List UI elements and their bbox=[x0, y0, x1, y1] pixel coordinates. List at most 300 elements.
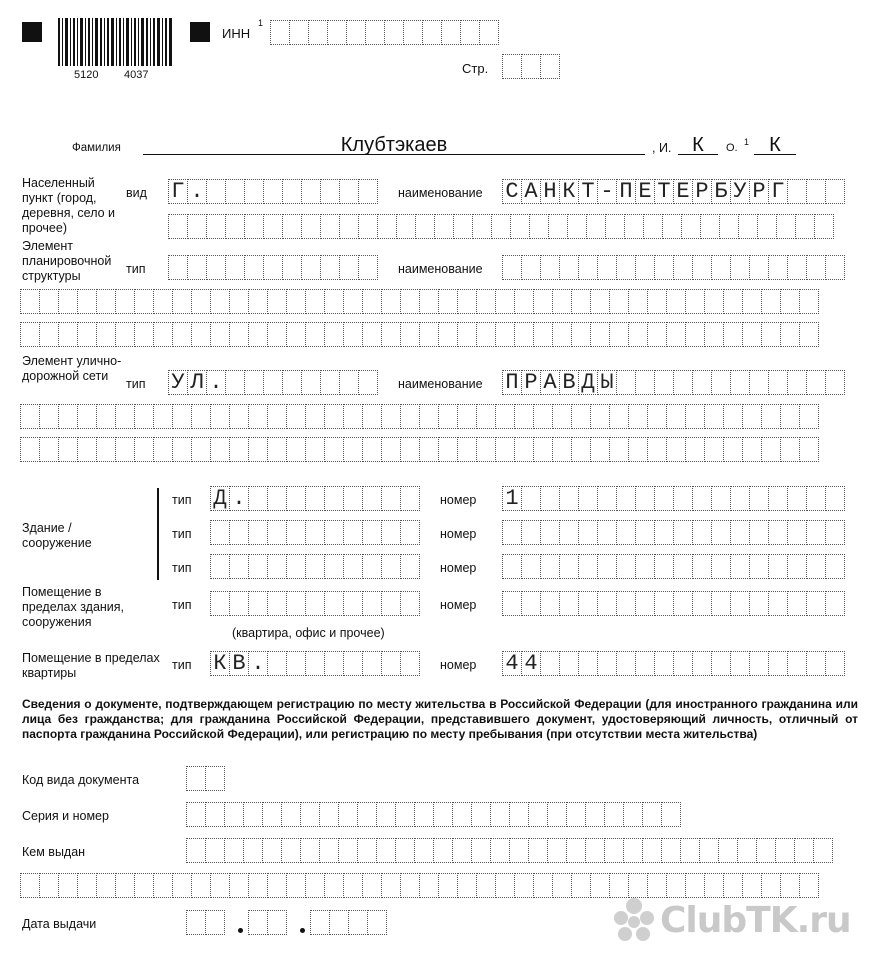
char-cell[interactable] bbox=[438, 437, 458, 462]
char-cell[interactable] bbox=[457, 289, 477, 314]
char-cell[interactable] bbox=[597, 520, 617, 545]
char-cell[interactable]: Т bbox=[578, 179, 598, 204]
char-cell[interactable]: Г bbox=[168, 179, 188, 204]
char-cell[interactable]: 4 bbox=[521, 651, 541, 676]
char-cell[interactable] bbox=[210, 520, 230, 545]
char-cell[interactable] bbox=[305, 404, 325, 429]
char-cell[interactable] bbox=[597, 651, 617, 676]
char-cell[interactable] bbox=[400, 520, 420, 545]
char-cell[interactable] bbox=[305, 486, 325, 511]
char-cell[interactable] bbox=[96, 873, 116, 898]
char-cell[interactable] bbox=[597, 591, 617, 616]
char-cell[interactable] bbox=[191, 437, 211, 462]
char-cell[interactable] bbox=[647, 404, 667, 429]
char-cell[interactable] bbox=[244, 214, 264, 239]
char-cell[interactable] bbox=[338, 802, 358, 827]
char-cell[interactable] bbox=[248, 591, 268, 616]
char-cell[interactable] bbox=[806, 591, 826, 616]
char-cell[interactable] bbox=[533, 322, 553, 347]
char-cell[interactable] bbox=[476, 873, 496, 898]
char-cell[interactable] bbox=[39, 404, 59, 429]
char-cell[interactable] bbox=[301, 255, 321, 280]
char-cell[interactable] bbox=[324, 873, 344, 898]
char-cell[interactable]: С bbox=[502, 179, 522, 204]
char-cell[interactable] bbox=[414, 838, 434, 863]
char-cell[interactable] bbox=[768, 255, 788, 280]
char-cell[interactable] bbox=[490, 838, 510, 863]
char-cell[interactable] bbox=[616, 651, 636, 676]
char-cell[interactable] bbox=[400, 873, 420, 898]
char-cell[interactable] bbox=[172, 289, 192, 314]
char-cell[interactable] bbox=[96, 289, 116, 314]
planning-row2-cells[interactable] bbox=[20, 289, 818, 314]
char-cell[interactable] bbox=[286, 404, 306, 429]
char-cell[interactable] bbox=[787, 554, 807, 579]
apartment-type-cells[interactable] bbox=[210, 651, 419, 676]
char-cell[interactable] bbox=[396, 214, 416, 239]
char-cell[interactable] bbox=[585, 838, 605, 863]
char-cell[interactable] bbox=[115, 437, 135, 462]
char-cell[interactable] bbox=[609, 404, 629, 429]
char-cell[interactable] bbox=[540, 255, 560, 280]
char-cell[interactable] bbox=[692, 255, 712, 280]
char-cell[interactable] bbox=[324, 591, 344, 616]
char-cell[interactable] bbox=[495, 873, 515, 898]
char-cell[interactable] bbox=[711, 520, 731, 545]
char-cell[interactable] bbox=[457, 873, 477, 898]
char-cell[interactable] bbox=[191, 322, 211, 347]
char-cell[interactable] bbox=[794, 838, 814, 863]
building-number-cells-2[interactable] bbox=[502, 520, 844, 545]
char-cell[interactable] bbox=[324, 322, 344, 347]
char-cell[interactable]: 1 bbox=[502, 486, 522, 511]
char-cell[interactable] bbox=[324, 651, 344, 676]
char-cell[interactable] bbox=[749, 370, 769, 395]
char-cell[interactable] bbox=[362, 404, 382, 429]
char-cell[interactable] bbox=[749, 651, 769, 676]
char-cell[interactable] bbox=[153, 404, 173, 429]
char-cell[interactable] bbox=[381, 591, 401, 616]
char-cell[interactable] bbox=[267, 910, 287, 935]
char-cell[interactable] bbox=[305, 591, 325, 616]
char-cell[interactable] bbox=[604, 838, 624, 863]
char-cell[interactable] bbox=[590, 404, 610, 429]
char-cell[interactable] bbox=[540, 651, 560, 676]
char-cell[interactable] bbox=[700, 214, 720, 239]
char-cell[interactable] bbox=[58, 289, 78, 314]
char-cell[interactable] bbox=[628, 873, 648, 898]
char-cell[interactable] bbox=[604, 802, 624, 827]
char-cell[interactable] bbox=[457, 322, 477, 347]
doc-date-day-cells[interactable] bbox=[186, 910, 224, 935]
char-cell[interactable] bbox=[787, 255, 807, 280]
char-cell[interactable] bbox=[343, 289, 363, 314]
char-cell[interactable] bbox=[134, 404, 154, 429]
char-cell[interactable] bbox=[509, 802, 529, 827]
char-cell[interactable] bbox=[224, 802, 244, 827]
char-cell[interactable] bbox=[267, 873, 287, 898]
char-cell[interactable] bbox=[528, 838, 548, 863]
char-cell[interactable] bbox=[305, 554, 325, 579]
char-cell[interactable] bbox=[267, 554, 287, 579]
char-cell[interactable] bbox=[305, 322, 325, 347]
char-cell[interactable] bbox=[248, 289, 268, 314]
char-cell[interactable] bbox=[616, 370, 636, 395]
char-cell[interactable] bbox=[654, 651, 674, 676]
char-cell[interactable] bbox=[806, 370, 826, 395]
char-cell[interactable] bbox=[472, 214, 492, 239]
char-cell[interactable] bbox=[692, 486, 712, 511]
char-cell[interactable] bbox=[339, 179, 359, 204]
char-cell[interactable] bbox=[761, 404, 781, 429]
char-cell[interactable] bbox=[286, 554, 306, 579]
char-cell[interactable] bbox=[39, 437, 59, 462]
street-name-cells[interactable] bbox=[502, 370, 844, 395]
char-cell[interactable] bbox=[680, 838, 700, 863]
char-cell[interactable] bbox=[305, 289, 325, 314]
char-cell[interactable] bbox=[730, 651, 750, 676]
char-cell[interactable] bbox=[787, 179, 807, 204]
char-cell[interactable] bbox=[210, 873, 230, 898]
char-cell[interactable] bbox=[343, 437, 363, 462]
char-cell[interactable] bbox=[362, 554, 382, 579]
char-cell[interactable] bbox=[749, 486, 769, 511]
char-cell[interactable] bbox=[348, 910, 368, 935]
char-cell[interactable] bbox=[471, 802, 491, 827]
char-cell[interactable] bbox=[452, 838, 472, 863]
char-cell[interactable] bbox=[77, 322, 97, 347]
char-cell[interactable] bbox=[609, 322, 629, 347]
char-cell[interactable] bbox=[578, 486, 598, 511]
char-cell[interactable] bbox=[730, 591, 750, 616]
char-cell[interactable] bbox=[616, 486, 636, 511]
char-cell[interactable] bbox=[381, 322, 401, 347]
char-cell[interactable] bbox=[825, 179, 845, 204]
char-cell[interactable] bbox=[205, 766, 225, 791]
char-cell[interactable] bbox=[248, 520, 268, 545]
char-cell[interactable] bbox=[286, 486, 306, 511]
char-cell[interactable] bbox=[282, 179, 302, 204]
building-type-cells-2[interactable] bbox=[210, 520, 419, 545]
char-cell[interactable] bbox=[452, 802, 472, 827]
char-cell[interactable] bbox=[654, 554, 674, 579]
planning-row3-cells[interactable] bbox=[20, 322, 818, 347]
settlement-row2-cells[interactable] bbox=[168, 214, 833, 239]
char-cell[interactable] bbox=[521, 554, 541, 579]
char-cell[interactable] bbox=[799, 289, 819, 314]
char-cell[interactable] bbox=[521, 255, 541, 280]
char-cell[interactable]: . bbox=[206, 370, 226, 395]
char-cell[interactable] bbox=[540, 520, 560, 545]
char-cell[interactable] bbox=[723, 289, 743, 314]
char-cell[interactable] bbox=[509, 838, 529, 863]
char-cell[interactable] bbox=[578, 591, 598, 616]
char-cell[interactable] bbox=[711, 651, 731, 676]
char-cell[interactable] bbox=[305, 520, 325, 545]
char-cell[interactable] bbox=[711, 486, 731, 511]
char-cell[interactable] bbox=[263, 179, 283, 204]
char-cell[interactable] bbox=[685, 289, 705, 314]
building-type-cells-3[interactable] bbox=[210, 554, 419, 579]
char-cell[interactable] bbox=[730, 520, 750, 545]
char-cell[interactable] bbox=[282, 370, 302, 395]
char-cell[interactable] bbox=[305, 651, 325, 676]
char-cell[interactable]: Л bbox=[187, 370, 207, 395]
char-cell[interactable] bbox=[358, 370, 378, 395]
char-cell[interactable] bbox=[134, 322, 154, 347]
char-cell[interactable] bbox=[362, 289, 382, 314]
char-cell[interactable] bbox=[566, 802, 586, 827]
char-cell[interactable] bbox=[400, 289, 420, 314]
char-cell[interactable] bbox=[533, 437, 553, 462]
char-cell[interactable] bbox=[168, 214, 188, 239]
char-cell[interactable] bbox=[286, 289, 306, 314]
char-cell[interactable] bbox=[490, 802, 510, 827]
char-cell[interactable] bbox=[286, 437, 306, 462]
char-cell[interactable] bbox=[362, 486, 382, 511]
char-cell[interactable] bbox=[225, 370, 245, 395]
char-cell[interactable] bbox=[419, 404, 439, 429]
char-cell[interactable]: Н bbox=[540, 179, 560, 204]
char-cell[interactable] bbox=[343, 873, 363, 898]
char-cell[interactable] bbox=[692, 370, 712, 395]
char-cell[interactable] bbox=[605, 214, 625, 239]
char-cell[interactable] bbox=[248, 486, 268, 511]
char-cell[interactable] bbox=[343, 322, 363, 347]
char-cell[interactable] bbox=[186, 910, 206, 935]
char-cell[interactable] bbox=[267, 404, 287, 429]
char-cell[interactable] bbox=[578, 554, 598, 579]
char-cell[interactable]: У bbox=[168, 370, 188, 395]
char-cell[interactable] bbox=[704, 437, 724, 462]
char-cell[interactable] bbox=[540, 591, 560, 616]
char-cell[interactable] bbox=[654, 486, 674, 511]
char-cell[interactable] bbox=[635, 486, 655, 511]
char-cell[interactable] bbox=[559, 486, 579, 511]
char-cell[interactable] bbox=[172, 404, 192, 429]
initial-o-value[interactable]: К bbox=[769, 134, 781, 156]
char-cell[interactable] bbox=[704, 404, 724, 429]
char-cell[interactable] bbox=[514, 322, 534, 347]
char-cell[interactable] bbox=[267, 486, 287, 511]
char-cell[interactable] bbox=[300, 802, 320, 827]
char-cell[interactable] bbox=[267, 520, 287, 545]
char-cell[interactable] bbox=[248, 437, 268, 462]
char-cell[interactable]: Г bbox=[768, 179, 788, 204]
char-cell[interactable] bbox=[320, 179, 340, 204]
char-cell[interactable] bbox=[381, 404, 401, 429]
char-cell[interactable] bbox=[191, 873, 211, 898]
char-cell[interactable] bbox=[20, 322, 40, 347]
char-cell[interactable] bbox=[673, 255, 693, 280]
char-cell[interactable] bbox=[635, 554, 655, 579]
char-cell[interactable] bbox=[502, 554, 522, 579]
char-cell[interactable] bbox=[96, 404, 116, 429]
char-cell[interactable] bbox=[787, 520, 807, 545]
char-cell[interactable] bbox=[502, 255, 522, 280]
char-cell[interactable] bbox=[362, 873, 382, 898]
char-cell[interactable] bbox=[186, 838, 206, 863]
char-cell[interactable] bbox=[438, 404, 458, 429]
char-cell[interactable] bbox=[244, 179, 264, 204]
char-cell[interactable] bbox=[225, 255, 245, 280]
char-cell[interactable] bbox=[685, 322, 705, 347]
char-cell[interactable] bbox=[749, 255, 769, 280]
char-cell[interactable] bbox=[780, 322, 800, 347]
char-cell[interactable] bbox=[229, 404, 249, 429]
char-cell[interactable] bbox=[540, 554, 560, 579]
char-cell[interactable] bbox=[58, 437, 78, 462]
char-cell[interactable] bbox=[749, 554, 769, 579]
page-cells[interactable] bbox=[502, 54, 559, 79]
char-cell[interactable] bbox=[768, 486, 788, 511]
char-cell[interactable] bbox=[491, 214, 511, 239]
char-cell[interactable] bbox=[711, 370, 731, 395]
char-cell[interactable] bbox=[590, 289, 610, 314]
char-cell[interactable] bbox=[647, 873, 667, 898]
char-cell[interactable] bbox=[692, 651, 712, 676]
char-cell[interactable] bbox=[540, 486, 560, 511]
char-cell[interactable] bbox=[320, 370, 340, 395]
char-cell[interactable]: Т bbox=[654, 179, 674, 204]
char-cell[interactable] bbox=[433, 802, 453, 827]
char-cell[interactable] bbox=[438, 322, 458, 347]
char-cell[interactable] bbox=[186, 802, 206, 827]
char-cell[interactable] bbox=[533, 404, 553, 429]
char-cell[interactable] bbox=[742, 322, 762, 347]
char-cell[interactable]: . bbox=[187, 179, 207, 204]
char-cell[interactable] bbox=[210, 289, 230, 314]
char-cell[interactable] bbox=[381, 486, 401, 511]
char-cell[interactable] bbox=[609, 289, 629, 314]
char-cell[interactable] bbox=[642, 838, 662, 863]
char-cell[interactable] bbox=[400, 651, 420, 676]
char-cell[interactable] bbox=[438, 289, 458, 314]
char-cell[interactable] bbox=[115, 404, 135, 429]
char-cell[interactable] bbox=[730, 486, 750, 511]
char-cell[interactable] bbox=[134, 873, 154, 898]
char-cell[interactable] bbox=[453, 214, 473, 239]
char-cell[interactable] bbox=[749, 591, 769, 616]
char-cell[interactable] bbox=[571, 873, 591, 898]
char-cell[interactable] bbox=[547, 838, 567, 863]
char-cell[interactable] bbox=[286, 651, 306, 676]
char-cell[interactable] bbox=[310, 910, 330, 935]
char-cell[interactable] bbox=[206, 255, 226, 280]
char-cell[interactable] bbox=[243, 838, 263, 863]
char-cell[interactable] bbox=[711, 255, 731, 280]
char-cell[interactable] bbox=[673, 520, 693, 545]
char-cell[interactable] bbox=[229, 554, 249, 579]
char-cell[interactable] bbox=[282, 214, 302, 239]
char-cell[interactable] bbox=[723, 437, 743, 462]
char-cell[interactable] bbox=[286, 873, 306, 898]
char-cell[interactable] bbox=[267, 591, 287, 616]
char-cell[interactable]: Р bbox=[692, 179, 712, 204]
char-cell[interactable] bbox=[552, 322, 572, 347]
char-cell[interactable]: Р bbox=[749, 179, 769, 204]
char-cell[interactable] bbox=[286, 591, 306, 616]
char-cell[interactable] bbox=[210, 554, 230, 579]
char-cell[interactable] bbox=[229, 289, 249, 314]
char-cell[interactable] bbox=[186, 766, 206, 791]
char-cell[interactable] bbox=[654, 591, 674, 616]
char-cell[interactable] bbox=[324, 486, 344, 511]
street-row2-cells[interactable] bbox=[20, 404, 818, 429]
char-cell[interactable] bbox=[229, 873, 249, 898]
char-cell[interactable] bbox=[191, 289, 211, 314]
char-cell[interactable] bbox=[521, 486, 541, 511]
char-cell[interactable] bbox=[624, 214, 644, 239]
char-cell[interactable] bbox=[692, 554, 712, 579]
char-cell[interactable] bbox=[559, 651, 579, 676]
char-cell[interactable] bbox=[286, 520, 306, 545]
char-cell[interactable] bbox=[248, 873, 268, 898]
char-cell[interactable] bbox=[730, 370, 750, 395]
char-cell[interactable] bbox=[305, 437, 325, 462]
char-cell[interactable] bbox=[248, 554, 268, 579]
char-cell[interactable] bbox=[343, 520, 363, 545]
char-cell[interactable] bbox=[654, 520, 674, 545]
char-cell[interactable] bbox=[319, 838, 339, 863]
char-cell[interactable] bbox=[244, 255, 264, 280]
char-cell[interactable] bbox=[616, 520, 636, 545]
char-cell[interactable] bbox=[825, 486, 845, 511]
char-cell[interactable] bbox=[172, 322, 192, 347]
char-cell[interactable] bbox=[248, 404, 268, 429]
char-cell[interactable] bbox=[635, 520, 655, 545]
char-cell[interactable] bbox=[787, 591, 807, 616]
char-cell[interactable] bbox=[324, 437, 344, 462]
char-cell[interactable] bbox=[281, 838, 301, 863]
char-cell[interactable] bbox=[711, 554, 731, 579]
char-cell[interactable] bbox=[643, 214, 663, 239]
char-cell[interactable] bbox=[547, 802, 567, 827]
premise-number-cells[interactable] bbox=[502, 591, 844, 616]
char-cell[interactable] bbox=[434, 214, 454, 239]
char-cell[interactable] bbox=[153, 437, 173, 462]
char-cell[interactable] bbox=[400, 591, 420, 616]
char-cell[interactable] bbox=[571, 322, 591, 347]
char-cell[interactable] bbox=[414, 802, 434, 827]
char-cell[interactable]: - bbox=[597, 179, 617, 204]
char-cell[interactable] bbox=[813, 838, 833, 863]
char-cell[interactable] bbox=[647, 289, 667, 314]
char-cell[interactable] bbox=[187, 255, 207, 280]
char-cell[interactable] bbox=[528, 802, 548, 827]
char-cell[interactable] bbox=[248, 910, 268, 935]
char-cell[interactable] bbox=[514, 289, 534, 314]
char-cell[interactable] bbox=[286, 322, 306, 347]
char-cell[interactable] bbox=[761, 289, 781, 314]
char-cell[interactable] bbox=[806, 179, 826, 204]
char-cell[interactable] bbox=[58, 873, 78, 898]
char-cell[interactable] bbox=[806, 486, 826, 511]
char-cell[interactable] bbox=[787, 486, 807, 511]
char-cell[interactable] bbox=[806, 554, 826, 579]
char-cell[interactable] bbox=[704, 289, 724, 314]
char-cell[interactable] bbox=[343, 554, 363, 579]
char-cell[interactable] bbox=[362, 437, 382, 462]
char-cell[interactable] bbox=[628, 322, 648, 347]
char-cell[interactable] bbox=[742, 289, 762, 314]
char-cell[interactable] bbox=[514, 437, 534, 462]
char-cell[interactable] bbox=[787, 651, 807, 676]
char-cell[interactable] bbox=[780, 437, 800, 462]
char-cell[interactable] bbox=[730, 255, 750, 280]
char-cell[interactable] bbox=[210, 322, 230, 347]
char-cell[interactable]: В bbox=[559, 370, 579, 395]
